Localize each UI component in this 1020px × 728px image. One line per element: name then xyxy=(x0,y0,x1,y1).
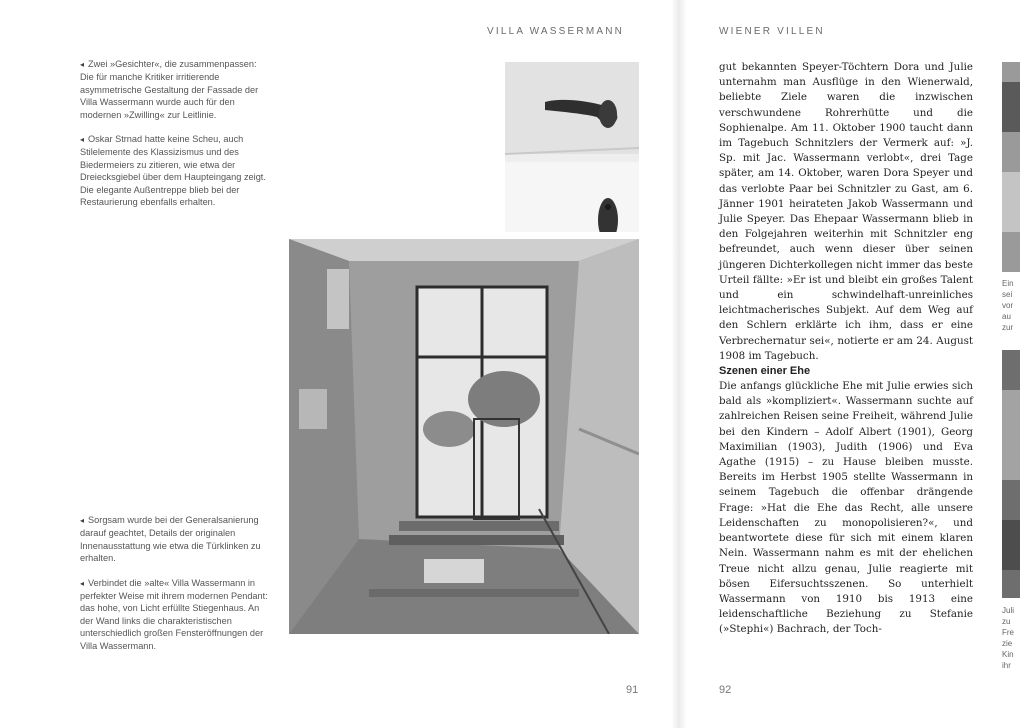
edge-caption-1: Ein sei vor au zur xyxy=(1002,279,1014,332)
door-handle-photo xyxy=(505,62,639,232)
edge-photo-1 xyxy=(1002,62,1020,272)
page-number-left: 91 xyxy=(626,684,639,696)
caption-strnad xyxy=(80,133,270,208)
caption-text: Verbindet die »alte« Villa Wassermann in perfekter Weise mit ihrem modernen Pendant: das hohe, von Licht erfüllte Stiegenhaus. An der Wand links die charakteristischen unterschiedlich großen Fensteröffnungen der Villa Wassermann. xyxy=(80,577,268,651)
arrow-left-icon: ◂ xyxy=(80,135,85,145)
edge-caption-2: Juli zu Fre zie Kin ihr xyxy=(1002,606,1015,670)
staircase-illustration xyxy=(289,239,639,634)
arrow-right-icon: ◂ xyxy=(80,578,85,588)
right-page xyxy=(679,0,1020,728)
edge-photo-2-illustration xyxy=(1002,350,1020,598)
caption-text: Zwei »Gesichter«, die zusammenpassen: Die für manche Kritiker irritierende asymmetrische Gestaltung der Fassade der Villa Wassermann wurde auch für den modernen »Zwilling« zur Leitlinie. xyxy=(80,59,259,120)
caption-facade xyxy=(80,58,270,121)
paragraph-2: Die anfangs glückliche Ehe mit Julie erwies sich bald als »kompliziert«. Wassermann suchte auf zahlreichen Reisen seine Freiheit, während Julie bei den Kindern – Adolf Albert (1901), Georg Maximilian (1903), Judith (1906) und Eva Agathe (1915) – zu Hause bleiben musste. Bereits im Herbst 1905 stellte Wassermann in seinem Tagebuch die offenbar drängende Frage: »Hat die Ehe das Recht, alle unsere Leidenschaften zu monopolisieren?«, und beantwortete diese für sich mit einem klaren Nein. Wassermann nahm es mit der ehelichen Treue nicht allzu genau, Julie reagierte mit bösen Eifersuchtsszenen. So unterhielt Wassermann von 1910 bis 1913 eine leidenschaftliche Beziehung zu Stefanie (»Stephi«) Bachrach, der Toch- xyxy=(719,380,973,636)
edge-photo-1-illustration xyxy=(1002,62,1020,272)
captions-top xyxy=(80,58,270,220)
paragraph-1: gut bekannten Speyer-Töchtern Dora und Julie unternahm man Ausflüge in den Wienerwald, beliebte Ziele waren die inzwischen verschwundene Rohrerhütte und die Sophienalpe. Am 11. Oktober 1900 taucht dann im Tagebuch Schnitzlers der Vermerk auf: »J. Sp. mit Jac. Wassermann verlobt«, drei Tage später, am 14. Oktober, waren Dora Speyer und das verlobte Paar bei Schnitzler zu Gast, am 6. Jänner 1901 heirateten Jakob Wassermann und Julie Speyer. Das Ehepaar Wassermann blieb in den Folgejahren weiterhin mit Schnitzler eng befreundet, auch wenn dieser über seinen jüngeren Dichterkollegen nicht immer das beste Urteil fällte: »Er ist und bleibt ein großes Talent und ein schwindelhaft-unreinliches leichtmacherisches Subjekt. Auf dem Weg auf den Schlern erklärte ich ihm, dass er eine Verbrechernatur sei«, notierte er am 24. August 1908 im Tagebuch. xyxy=(719,61,973,362)
door-handle-illustration xyxy=(505,62,639,232)
captions-bottom xyxy=(80,514,270,664)
body-text xyxy=(719,60,973,638)
arrow-up-icon: ◂ xyxy=(80,516,85,525)
page-number-right: 92 xyxy=(719,684,732,696)
caption-door-handles xyxy=(80,514,270,565)
edge-photo-2 xyxy=(1002,350,1020,598)
running-head-right: WIENER VILLEN xyxy=(719,26,825,37)
subheading: Szenen einer Ehe xyxy=(719,365,811,378)
caption-text: Sorgsam wurde bei der Generalsanierung darauf geachtet, Details der originalen Innenausstattung wie etwa die Türklinken zu erhalten. xyxy=(80,515,261,564)
running-head-left: VILLA WASSERMANN xyxy=(487,26,625,37)
staircase-photo xyxy=(289,239,639,634)
caption-text: Oskar Strnad hatte keine Scheu, auch Stilelemente des Klassizismus und des Biedermeiers zu zitieren, wie etwa der Dreiecksgiebel über dem Haupteingang zeigt. Die elegante Außentreppe blieb bei der Restaurierung ebenfalls erhalten. xyxy=(80,134,266,208)
arrow-left-icon: ◂ xyxy=(80,60,85,69)
caption-staircase xyxy=(80,577,270,652)
